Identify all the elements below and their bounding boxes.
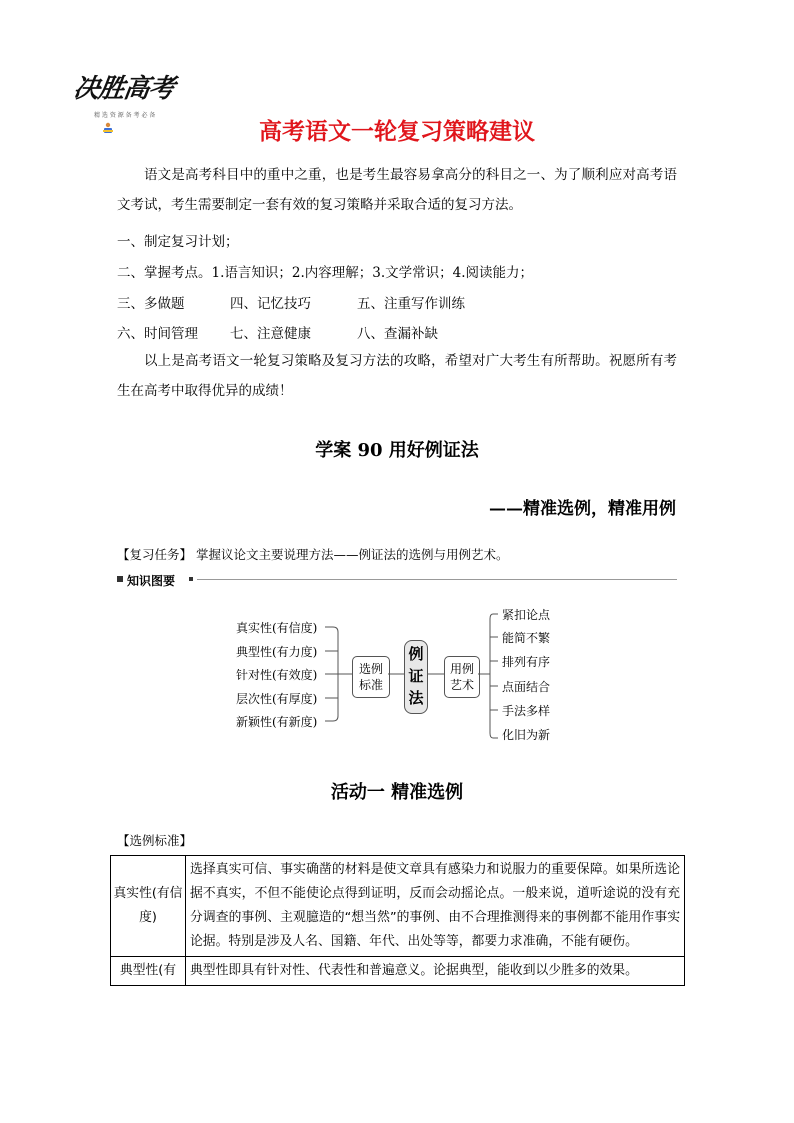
knowledge-map-diagram	[230, 600, 570, 750]
usage-art-box	[444, 656, 480, 698]
usage-concise: 能简不繁	[502, 631, 551, 645]
square-dot-icon	[189, 577, 193, 581]
center-char-3: 法	[408, 689, 424, 707]
criteria-key: 真实性(有信度)	[111, 856, 186, 957]
center-char-1: 例	[408, 645, 424, 663]
table-row	[111, 856, 685, 957]
usage-renew-old: 化旧为新	[502, 728, 551, 742]
criteria-table	[110, 855, 685, 986]
header-rule	[197, 579, 677, 580]
logo-subtext: 精 选 资 源 备 考 必 备	[94, 112, 156, 119]
point-7: 七、注意健康	[230, 326, 311, 342]
usage-art-line2: 艺术	[449, 678, 474, 692]
criterion-layering: 层次性(有厚度)	[236, 692, 318, 706]
closing-paragraph: 以上是高考语文一轮复习策略及复习方法的攻略，希望对广大考生有所帮助。祝愿所有考生在高考中取得优异的成绩！	[117, 353, 677, 399]
point-4: 四、记忆技巧	[230, 296, 311, 312]
knowledge-map-header	[117, 572, 677, 588]
square-bullet-icon	[117, 576, 123, 582]
points-row-3	[117, 292, 465, 312]
criteria-label: 【选例标准】	[117, 833, 193, 848]
lesson-subtitle: ——精准选例，精准用例	[489, 499, 676, 519]
point-1: 一、制定复习计划；	[117, 234, 239, 250]
usage-art-line1: 用例	[449, 662, 474, 676]
intro-paragraph: 语文是高考科目中的重中之重，也是考生最容易拿高分的科目之一、为了顺利应对高考语文考试，考生需要制定一套有效的复习策略并采取合适的复习方法。	[117, 167, 677, 213]
center-char-2: 证	[408, 667, 424, 685]
criteria-value: 选择真实可信、事实确凿的材料是使文章具有感染力和说服力的重要保障。如果所选论据不真实，不但不能使论点得到证明，反而会动摇论点。一般来说，道听途说的没有充分调查的事例、主观臆造的“想当然”的事例、由不合理推测得来的事例都不能用作事实论据。特别是涉及人名、国籍、年代、出处等等，都要力求准确，不能有硬伤。	[186, 856, 685, 957]
selection-criteria-line1: 选例	[358, 662, 383, 676]
knowledge-map-label: 知识图要	[127, 574, 176, 588]
point-8: 八、查漏补缺	[357, 326, 438, 342]
usage-varied-techniques: 手法多样	[502, 704, 551, 718]
point-3: 三、多做题	[117, 296, 185, 312]
usage-close-to-thesis: 紧扣论点	[502, 608, 551, 622]
task-text: 掌握议论文主要说理方法——例证法的选例与用例艺术。	[196, 547, 509, 562]
criterion-pertinence: 针对性(有效度)	[236, 668, 318, 682]
page-title: 高考语文一轮复习策略建议	[259, 119, 535, 145]
task-label: 【复习任务】	[117, 547, 193, 562]
criterion-authenticity: 真实性(有信度)	[236, 621, 318, 635]
point-6: 六、时间管理	[117, 326, 198, 342]
selection-criteria-box	[352, 656, 390, 698]
lesson-title: 学案 90 用好例证法	[315, 440, 479, 461]
criterion-typicality: 典型性(有力度)	[236, 645, 318, 659]
logo-text: 决胜高考	[71, 74, 176, 104]
point-5: 五、注重写作训练	[357, 296, 465, 312]
usage-point-and-area: 点面结合	[502, 680, 551, 694]
criteria-key: 典型性(有	[111, 957, 186, 986]
criterion-novelty: 新颖性(有新度)	[236, 715, 318, 729]
activity-title: 活动一 精准选例	[330, 782, 464, 803]
criteria-value: 典型性即具有针对性、代表性和普遍意义。论据典型，能收到以少胜多的效果。	[186, 957, 685, 986]
selection-criteria-line2: 标准	[358, 678, 383, 692]
example-method-box	[404, 640, 428, 714]
point-2: 二、掌握考点。1.语言知识；2.内容理解；3.文学常识；4.阅读能力；	[117, 265, 534, 281]
points-row-4	[117, 322, 438, 342]
review-task	[117, 545, 509, 563]
usage-ordered: 排列有序	[502, 655, 551, 669]
table-row	[111, 957, 685, 986]
